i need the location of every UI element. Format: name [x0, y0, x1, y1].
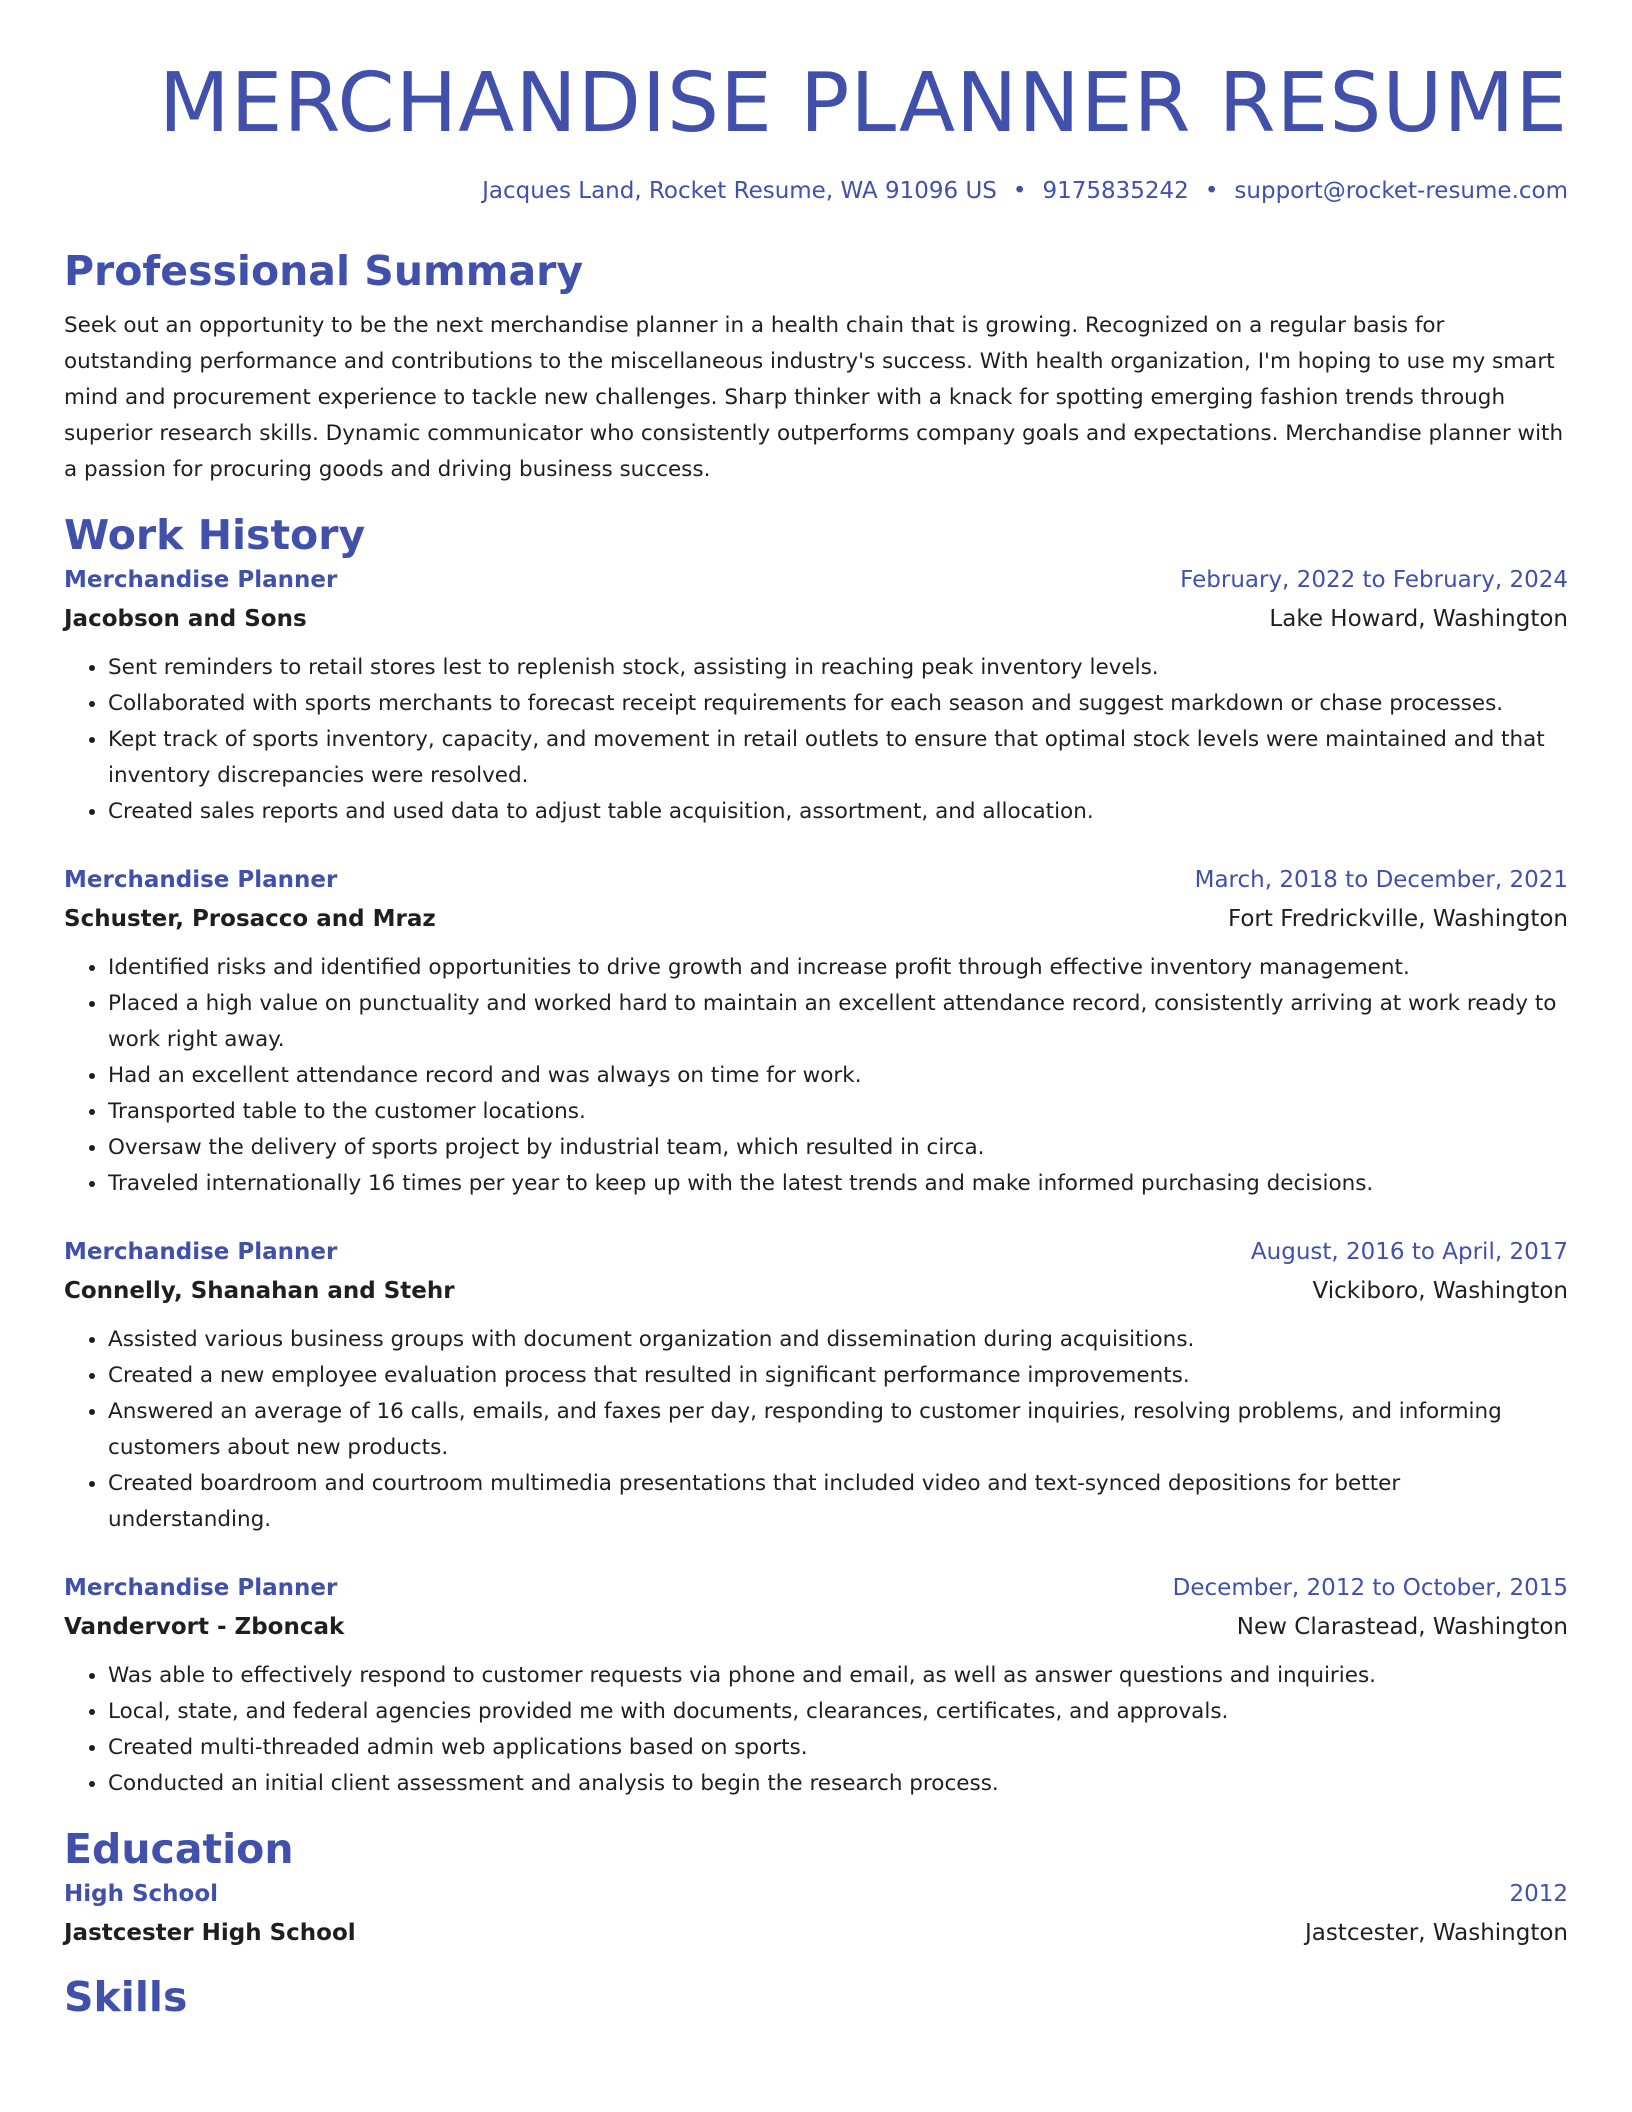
job-entry	[64, 1568, 1568, 1802]
job-entry	[64, 1232, 1568, 1538]
section-title-skills: Skills	[64, 1973, 188, 2021]
job-bullet-item: • Sent reminders to retail stores lest to replenish stock, assisting in reaching peak inventory levels.	[108, 650, 1568, 686]
education-location: Jastcester, Washington	[1304, 1920, 1568, 1946]
job-bullets	[64, 1322, 1568, 1538]
job-bullet-item: • Assisted various business groups with document organization and dissemination during acquisitions.	[108, 1322, 1568, 1358]
education-row-top	[64, 1874, 1568, 1914]
contact-separator: •	[1012, 178, 1027, 204]
job-dates: August, 2016 to April, 2017	[1250, 1239, 1568, 1265]
job-company: Jacobson and Sons	[64, 606, 307, 632]
summary-text: Seek out an opportunity to be the next merchandise planner in a health chain that is growing. Recognized on a regular basis for outstanding performance and contributions to the miscellaneous industry's success. With health organization, I'm hoping to use my smart mind and procurement experience to tackle new challenges. Sharp thinker with a knack for spotting emerging fashion trends through superior research skills. Dynamic communicator who consistently outperforms company goals and expectations. Merchandise planner with a passion for procuring goods and driving business success.	[64, 313, 1564, 482]
job-entry	[64, 860, 1568, 1202]
job-location: Fort Fredrickville, Washington	[1227, 906, 1568, 932]
job-company: Schuster, Prosacco and Mraz	[64, 906, 436, 932]
job-bullet-item: • Local, state, and federal agencies provided me with documents, clearances, certificates, and approvals.	[108, 1694, 1568, 1730]
job-role: Merchandise Planner	[64, 1575, 338, 1601]
resume-page	[64, 0, 1568, 2022]
job-role: Merchandise Planner	[64, 867, 338, 893]
job-bullet-item: • Had an excellent attendance record and was always on time for work.	[108, 1058, 1568, 1094]
job-bullet-item: • Kept track of sports inventory, capacity, and movement in retail outlets to ensure that optimal stock levels were maintained and that inventory discrepancies were resolved.	[108, 722, 1568, 794]
section-title-education: Education	[64, 1825, 294, 1873]
job-header-row	[64, 1568, 1568, 1608]
job-header-row	[64, 1232, 1568, 1272]
job-bullets	[64, 650, 1568, 830]
job-bullet-item: • Created a new employee evaluation process that resulted in significant performance improvements.	[108, 1358, 1568, 1394]
contact-address: Jacques Land, Rocket Resume, WA 91096 US	[482, 178, 997, 204]
education-year: 2012	[1509, 1881, 1568, 1907]
job-header-row	[64, 860, 1568, 900]
job-bullet-item: • Oversaw the delivery of sports project by industrial team, which resulted in circa.	[108, 1130, 1568, 1166]
job-location: Lake Howard, Washington	[1269, 606, 1568, 632]
job-bullet-item: • Created boardroom and courtroom multimedia presentations that included video and text-synced depositions for better understanding.	[108, 1466, 1568, 1538]
job-role: Merchandise Planner	[64, 567, 338, 593]
job-location: New Clarastead, Washington	[1236, 1614, 1568, 1640]
contact-line	[64, 176, 1568, 206]
job-bullet-item: • Identified risks and identified opportunities to drive growth and increase profit through effective inventory management.	[108, 950, 1568, 986]
job-dates: March, 2018 to December, 2021	[1194, 867, 1568, 893]
job-bullets	[64, 1658, 1568, 1802]
job-bullet-item: • Collaborated with sports merchants to forecast receipt requirements for each season and suggest markdown or chase processes.	[108, 686, 1568, 722]
job-company-row	[64, 900, 1568, 938]
job-header-row	[64, 560, 1568, 600]
job-company: Connelly, Shanahan and Stehr	[64, 1278, 455, 1304]
job-bullet-item: • Created sales reports and used data to adjust table acquisition, assortment, and allocation.	[108, 794, 1568, 830]
resume-title: MERCHANDISE PLANNER RESUME	[158, 56, 1568, 151]
job-bullets	[64, 950, 1568, 1202]
job-bullet-item: • Placed a high value on punctuality and worked hard to maintain an excellent attendance record, consistently arriving at work ready to work right away.	[108, 986, 1568, 1058]
job-bullet-item: • Was able to effectively respond to customer requests via phone and email, as well as answer questions and inquiries.	[108, 1658, 1568, 1694]
job-bullet-item: • Traveled internationally 16 times per year to keep up with the latest trends and make informed purchasing decisions.	[108, 1166, 1568, 1202]
job-company-row	[64, 600, 1568, 638]
job-bullet-item: • Transported table to the customer locations.	[108, 1094, 1568, 1130]
job-dates: December, 2012 to October, 2015	[1172, 1575, 1568, 1601]
job-company: Vandervort - Zboncak	[64, 1614, 345, 1640]
education-row-bottom	[64, 1914, 1568, 1952]
job-company-row	[64, 1608, 1568, 1646]
job-location: Vickiboro, Washington	[1312, 1278, 1568, 1304]
job-dates: February, 2022 to February, 2024	[1180, 567, 1568, 593]
job-role: Merchandise Planner	[64, 1239, 338, 1265]
job-entry	[64, 560, 1568, 830]
contact-separator: •	[1204, 178, 1219, 204]
work-history-list	[64, 560, 1568, 1802]
job-bullet-item: • Conducted an initial client assessment and analysis to begin the research process.	[108, 1766, 1568, 1802]
section-title-summary: Professional Summary	[64, 247, 584, 295]
education-school: Jastcester High School	[64, 1920, 356, 1946]
contact-phone: 9175835242	[1042, 178, 1189, 204]
job-company-row	[64, 1272, 1568, 1310]
contact-email: support@rocket-resume.com	[1234, 178, 1568, 204]
section-title-work-history: Work History	[64, 511, 366, 559]
job-bullet-item: • Created multi-threaded admin web applications based on sports.	[108, 1730, 1568, 1766]
job-bullet-item: • Answered an average of 16 calls, emails, and faxes per day, responding to customer inquiries, resolving problems, and informing customers about new products.	[108, 1394, 1568, 1466]
education-degree: High School	[64, 1881, 219, 1907]
